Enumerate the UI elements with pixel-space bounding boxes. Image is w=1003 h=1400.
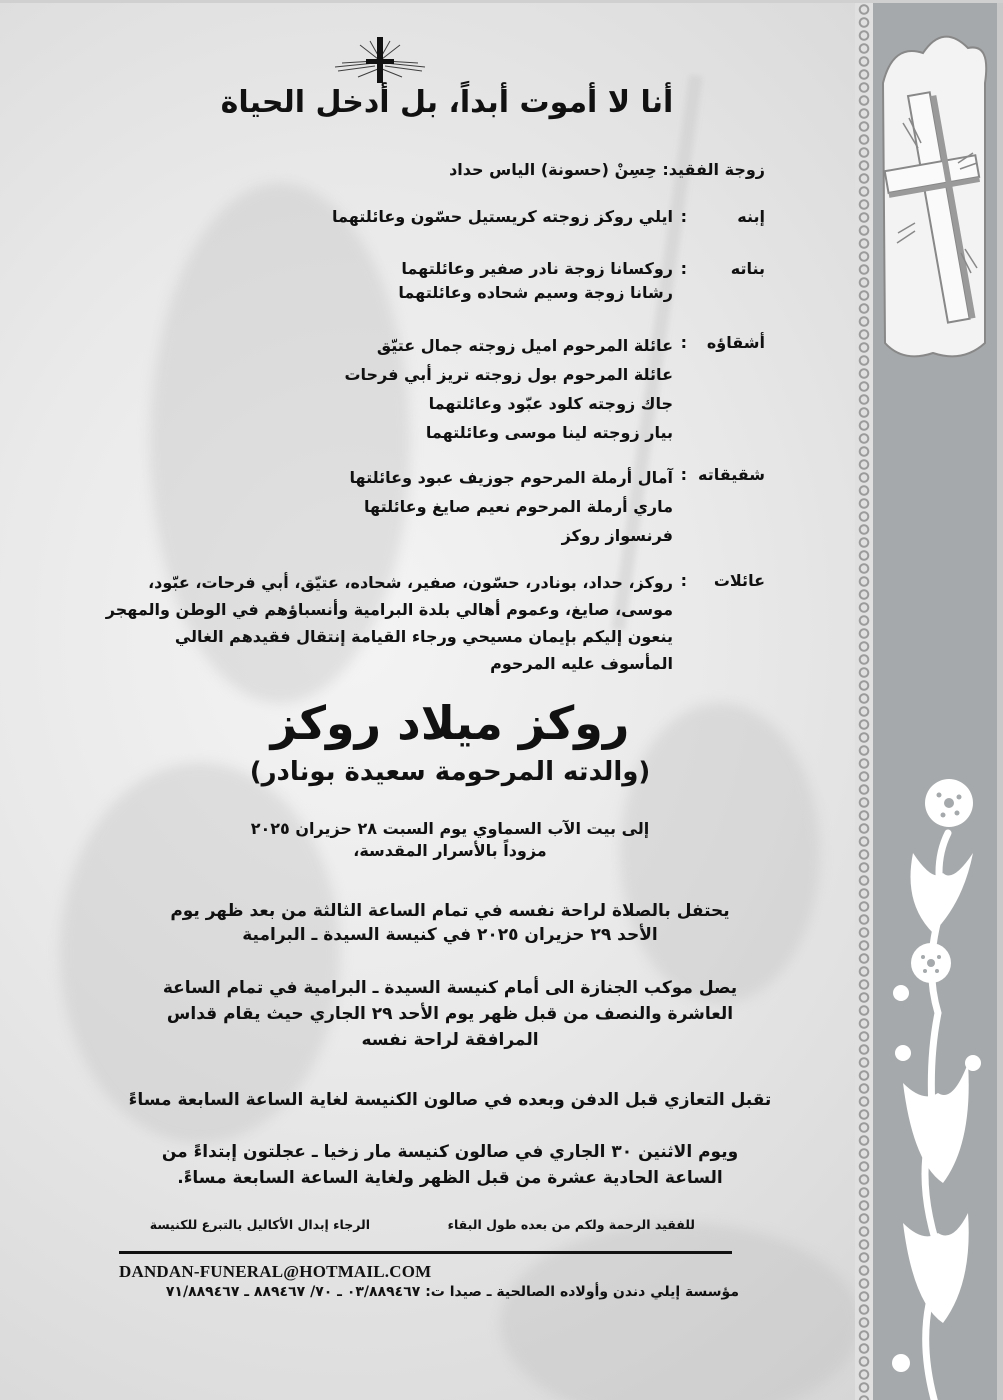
monday-line: الساعة الحادية عشرة من قبل الظهر ولغاية الساعة السابعة مساءً. bbox=[177, 1168, 723, 1188]
relative-label: إبنه bbox=[737, 207, 765, 226]
relative-line: عائلة المرحوم بول زوجته تريز أبي فرحات bbox=[344, 365, 673, 384]
relative-row-families bbox=[106, 569, 765, 677]
footer-company: مؤسسة إيلي دندن وأولاده الصالحية ـ صيدا ت: ٠٣/٨٨٩٤٦٧ ـ ٧٠/ ٨٨٩٤٦٧ ـ ٧١/٨٨٩٤٦٧ bbox=[165, 1284, 739, 1300]
border-band bbox=[873, 3, 1003, 1400]
relative-line: بيار زوجته لينا موسى وعائلتهما bbox=[425, 423, 673, 442]
procession-line: يصل موكب الجنازة الى أمام كنيسة السيدة ـ البرامية في تمام الساعة bbox=[162, 978, 738, 998]
relative-line: موسى، صايغ، وعموم أهالي بلدة البرامية وأنسباؤهم في الوطن والمهجر bbox=[105, 600, 673, 619]
closing-condolence: للفقيد الرحمة ولكم من بعده طول البقاء bbox=[447, 1217, 695, 1232]
relative-line: المأسوف عليه المرحوم bbox=[490, 654, 673, 673]
relative-line: روكسانا زوجة نادر صفير وعائلتهما bbox=[401, 259, 673, 278]
colon: : bbox=[680, 207, 687, 226]
prayer-announcement bbox=[110, 899, 790, 947]
relative-line: فرنسواز روكز bbox=[561, 526, 673, 545]
death-announcement bbox=[110, 818, 790, 862]
cross-with-rays-icon bbox=[330, 33, 430, 85]
relative-line: جاك زوجته كلود عبّود وعائلتهما bbox=[428, 394, 673, 413]
prayer-line: يحتفل بالصلاة لراحة نفسه في تمام الساعة الثالثة من بعد ظهر يوم bbox=[170, 901, 730, 921]
widow-line: زوجة الفقيد: حِسِنْ (حسونة) الياس حداد bbox=[449, 160, 765, 179]
relative-line: ماري أرملة المرحوم نعيم صايغ وعائلتها bbox=[364, 497, 673, 516]
relative-line: آمال أرملة المرحوم جوزيف عبود وعائلتها bbox=[349, 468, 673, 487]
relative-row-brothers bbox=[344, 331, 765, 447]
procession-line: المرافقة لراحة نفسه bbox=[361, 1030, 539, 1050]
cross-in-clouds-icon bbox=[873, 23, 997, 363]
colon: : bbox=[680, 333, 687, 352]
relative-label: بناته bbox=[730, 259, 765, 278]
condolence-line: تقبل التعازي قبل الدفن وبعده في صالون الكنيسة لغاية الساعة السابعة مساءً bbox=[128, 1090, 772, 1110]
floral-vine-icon bbox=[873, 763, 997, 1400]
procession-line: العاشرة والنصف من قبل ظهر يوم الأحد ٢٩ الجاري حيث يقام قداس bbox=[166, 1004, 734, 1024]
colon: : bbox=[680, 571, 687, 590]
background-cloud bbox=[500, 1223, 860, 1400]
closing-wreath-request: الرجاء إبدال الأكاليل بالتبرع للكنيسة bbox=[149, 1217, 370, 1232]
decorative-border bbox=[855, 3, 1003, 1400]
death-line: مزوداً بالأسرار المقدسة، bbox=[353, 841, 547, 860]
relative-row-daughters bbox=[398, 257, 765, 305]
mother-line: (والدته المرحومة سعيدة بونادر) bbox=[249, 757, 651, 787]
procession-announcement bbox=[110, 975, 790, 1053]
relative-line: ايلي روكز زوجته كريستيل حسّون وعائلتهما bbox=[331, 207, 673, 226]
death-line: إلى بيت الآب السماوي يوم السبت ٢٨ حزيران ٢٠٢٥ bbox=[250, 819, 650, 838]
relative-line: ينعون إليكم بإيمان مسيحي ورجاء القيامة إنتقال فقيدهم الغالي bbox=[174, 627, 673, 646]
relative-label: عائلات bbox=[713, 571, 765, 590]
deceased-name: روكز ميلاد روكز bbox=[270, 696, 630, 750]
page-title: أنا لا أموت أبداً، بل أدخل الحياة bbox=[220, 85, 674, 120]
relative-row-sisters bbox=[350, 463, 766, 550]
relative-line: رشانا زوجة وسيم شحاده وعائلتهما bbox=[398, 283, 673, 302]
monday-condolence bbox=[110, 1139, 790, 1191]
prayer-line: الأحد ٢٩ حزيران ٢٠٢٥ في كنيسة السيدة ـ البرامية bbox=[242, 925, 658, 945]
relative-row-son bbox=[332, 205, 765, 229]
footer-email: DANDAN-FUNERAL@HOTMAIL.COM bbox=[119, 1262, 432, 1281]
relative-line: روكز، حداد، بونادر، حسّون، صفير، شحاده، عتيّق، أبي فرحات، عبّود، bbox=[148, 573, 673, 592]
monday-line: ويوم الاثنين ٣٠ الجاري في صالون كنيسة مار زخيا ـ عجلتون إبتداءً من bbox=[161, 1142, 739, 1162]
colon: : bbox=[680, 259, 687, 278]
colon: : bbox=[680, 465, 687, 484]
chain-pattern bbox=[855, 3, 873, 1400]
relative-line: عائلة المرحوم اميل زوجته جمال عتيّق bbox=[376, 336, 673, 355]
footer-divider bbox=[119, 1251, 732, 1254]
relative-label: شقيقاته bbox=[697, 465, 765, 484]
relative-label: أشقاؤه bbox=[706, 333, 765, 352]
